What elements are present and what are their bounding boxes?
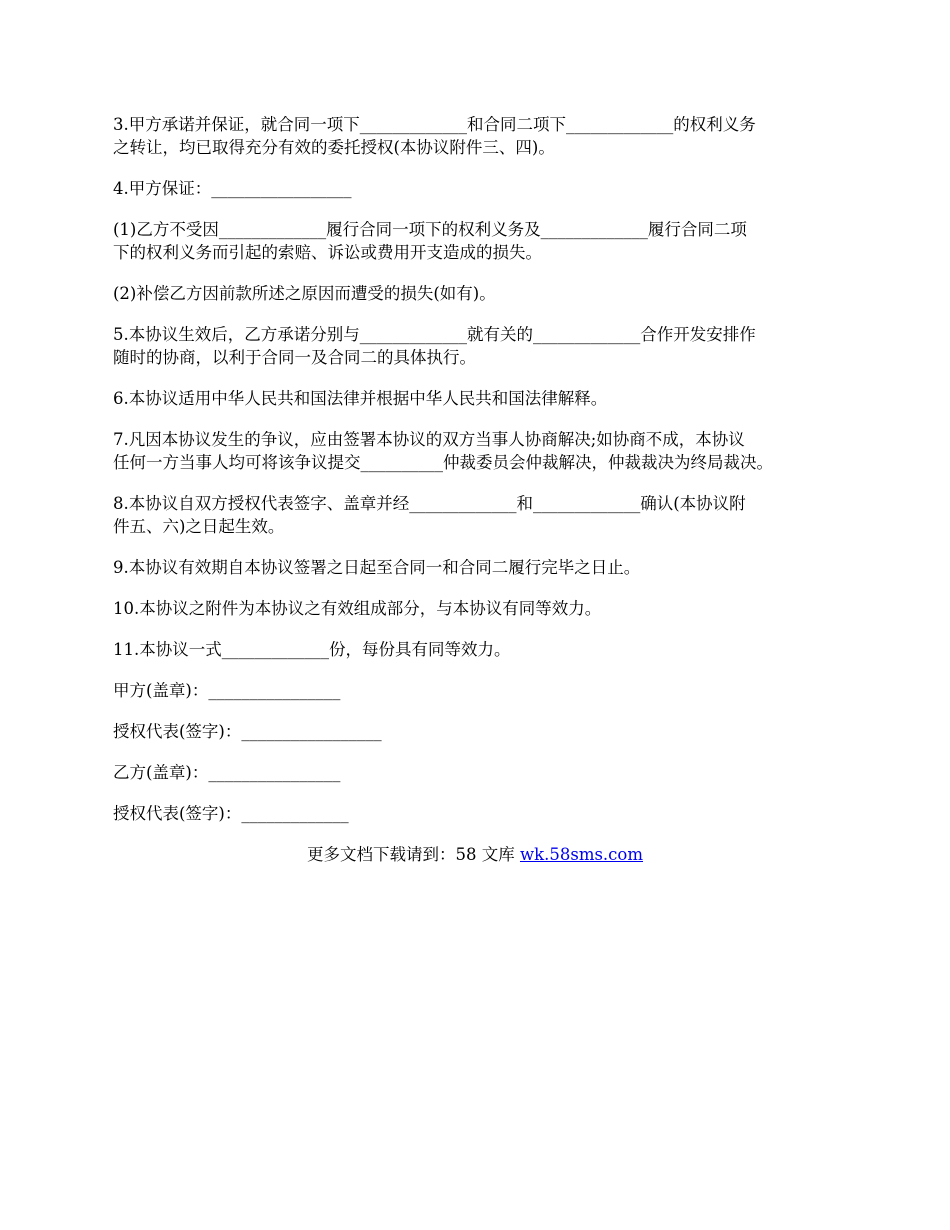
text-line: 乙方(盖章)：________________ — [113, 763, 341, 782]
signature-party-a-representative — [113, 720, 858, 743]
text-line: 授权代表(签字)：_____________ — [113, 804, 349, 823]
text-line: 11.本协议一式_____________份，每份具有同等效力。 — [113, 640, 511, 659]
footer-site-link[interactable]: wk.58sms.com — [519, 845, 643, 864]
clause-3 — [113, 113, 858, 159]
footer-prefix-text: 更多文档下载请到：58 文库 — [306, 845, 520, 864]
clause-5 — [113, 323, 858, 369]
text-line: 3.甲方承诺并保证，就合同一项下_____________和合同二项下_____________的权利义务 — [113, 115, 756, 134]
signature-party-b-representative — [113, 802, 858, 825]
clause-8 — [113, 492, 858, 538]
clause-4 — [113, 177, 858, 200]
clause-4-2 — [113, 282, 858, 305]
text-line: 任何一方当事人均可将该争议提交__________仲裁委员会仲裁解决，仲裁裁决为终局裁决。 — [113, 453, 773, 472]
clause-10 — [113, 597, 858, 620]
clause-11 — [113, 638, 858, 661]
text-line: 随时的协商，以利于合同一及合同二的具体执行。 — [113, 348, 476, 367]
text-line: 10.本协议之附件为本协议之有效组成部分，与本协议有同等效力。 — [113, 599, 602, 618]
text-line: 件五、六)之日起生效。 — [113, 517, 285, 536]
text-line: 之转让，均已取得充分有效的委托授权(本协议附件三、四)。 — [113, 138, 555, 157]
text-line: 授权代表(签字)：_________________ — [113, 722, 382, 741]
text-line: 9.本协议有效期自本协议签署之日起至合同一和合同二履行完毕之日止。 — [113, 558, 641, 577]
clause-6 — [113, 387, 858, 410]
signature-party-b-seal — [113, 761, 858, 784]
text-line: (2)补偿乙方因前款所述之原因而遭受的损失(如有)。 — [113, 284, 496, 303]
clause-9 — [113, 556, 858, 579]
text-line: 4.甲方保证：_________________ — [113, 179, 352, 198]
text-line: 6.本协议适用中华人民共和国法律并根据中华人民共和国法律解释。 — [113, 389, 608, 408]
clause-4-1 — [113, 218, 858, 264]
text-line: 8.本协议自双方授权代表签字、盖章并经_____________和_____________确认(本协议附 — [113, 494, 746, 513]
clause-7 — [113, 428, 858, 474]
text-line: 下的权利义务而引起的索赔、诉讼或费用开支造成的损失。 — [113, 243, 542, 262]
text-line: 5.本协议生效后，乙方承诺分别与_____________就有关的_____________合作开发安排作 — [113, 325, 756, 344]
text-line: 甲方(盖章)：________________ — [113, 681, 341, 700]
text-line: (1)乙方不受因_____________履行合同一项下的权利义务及_____________履行合同二项 — [113, 220, 747, 239]
text-line: 7.凡因本协议发生的争议，应由签署本协议的双方当事人协商解决;如协商不成，本协议 — [113, 430, 745, 449]
document-body — [113, 113, 858, 843]
signature-party-a-seal — [113, 679, 858, 702]
download-footer — [0, 843, 950, 866]
